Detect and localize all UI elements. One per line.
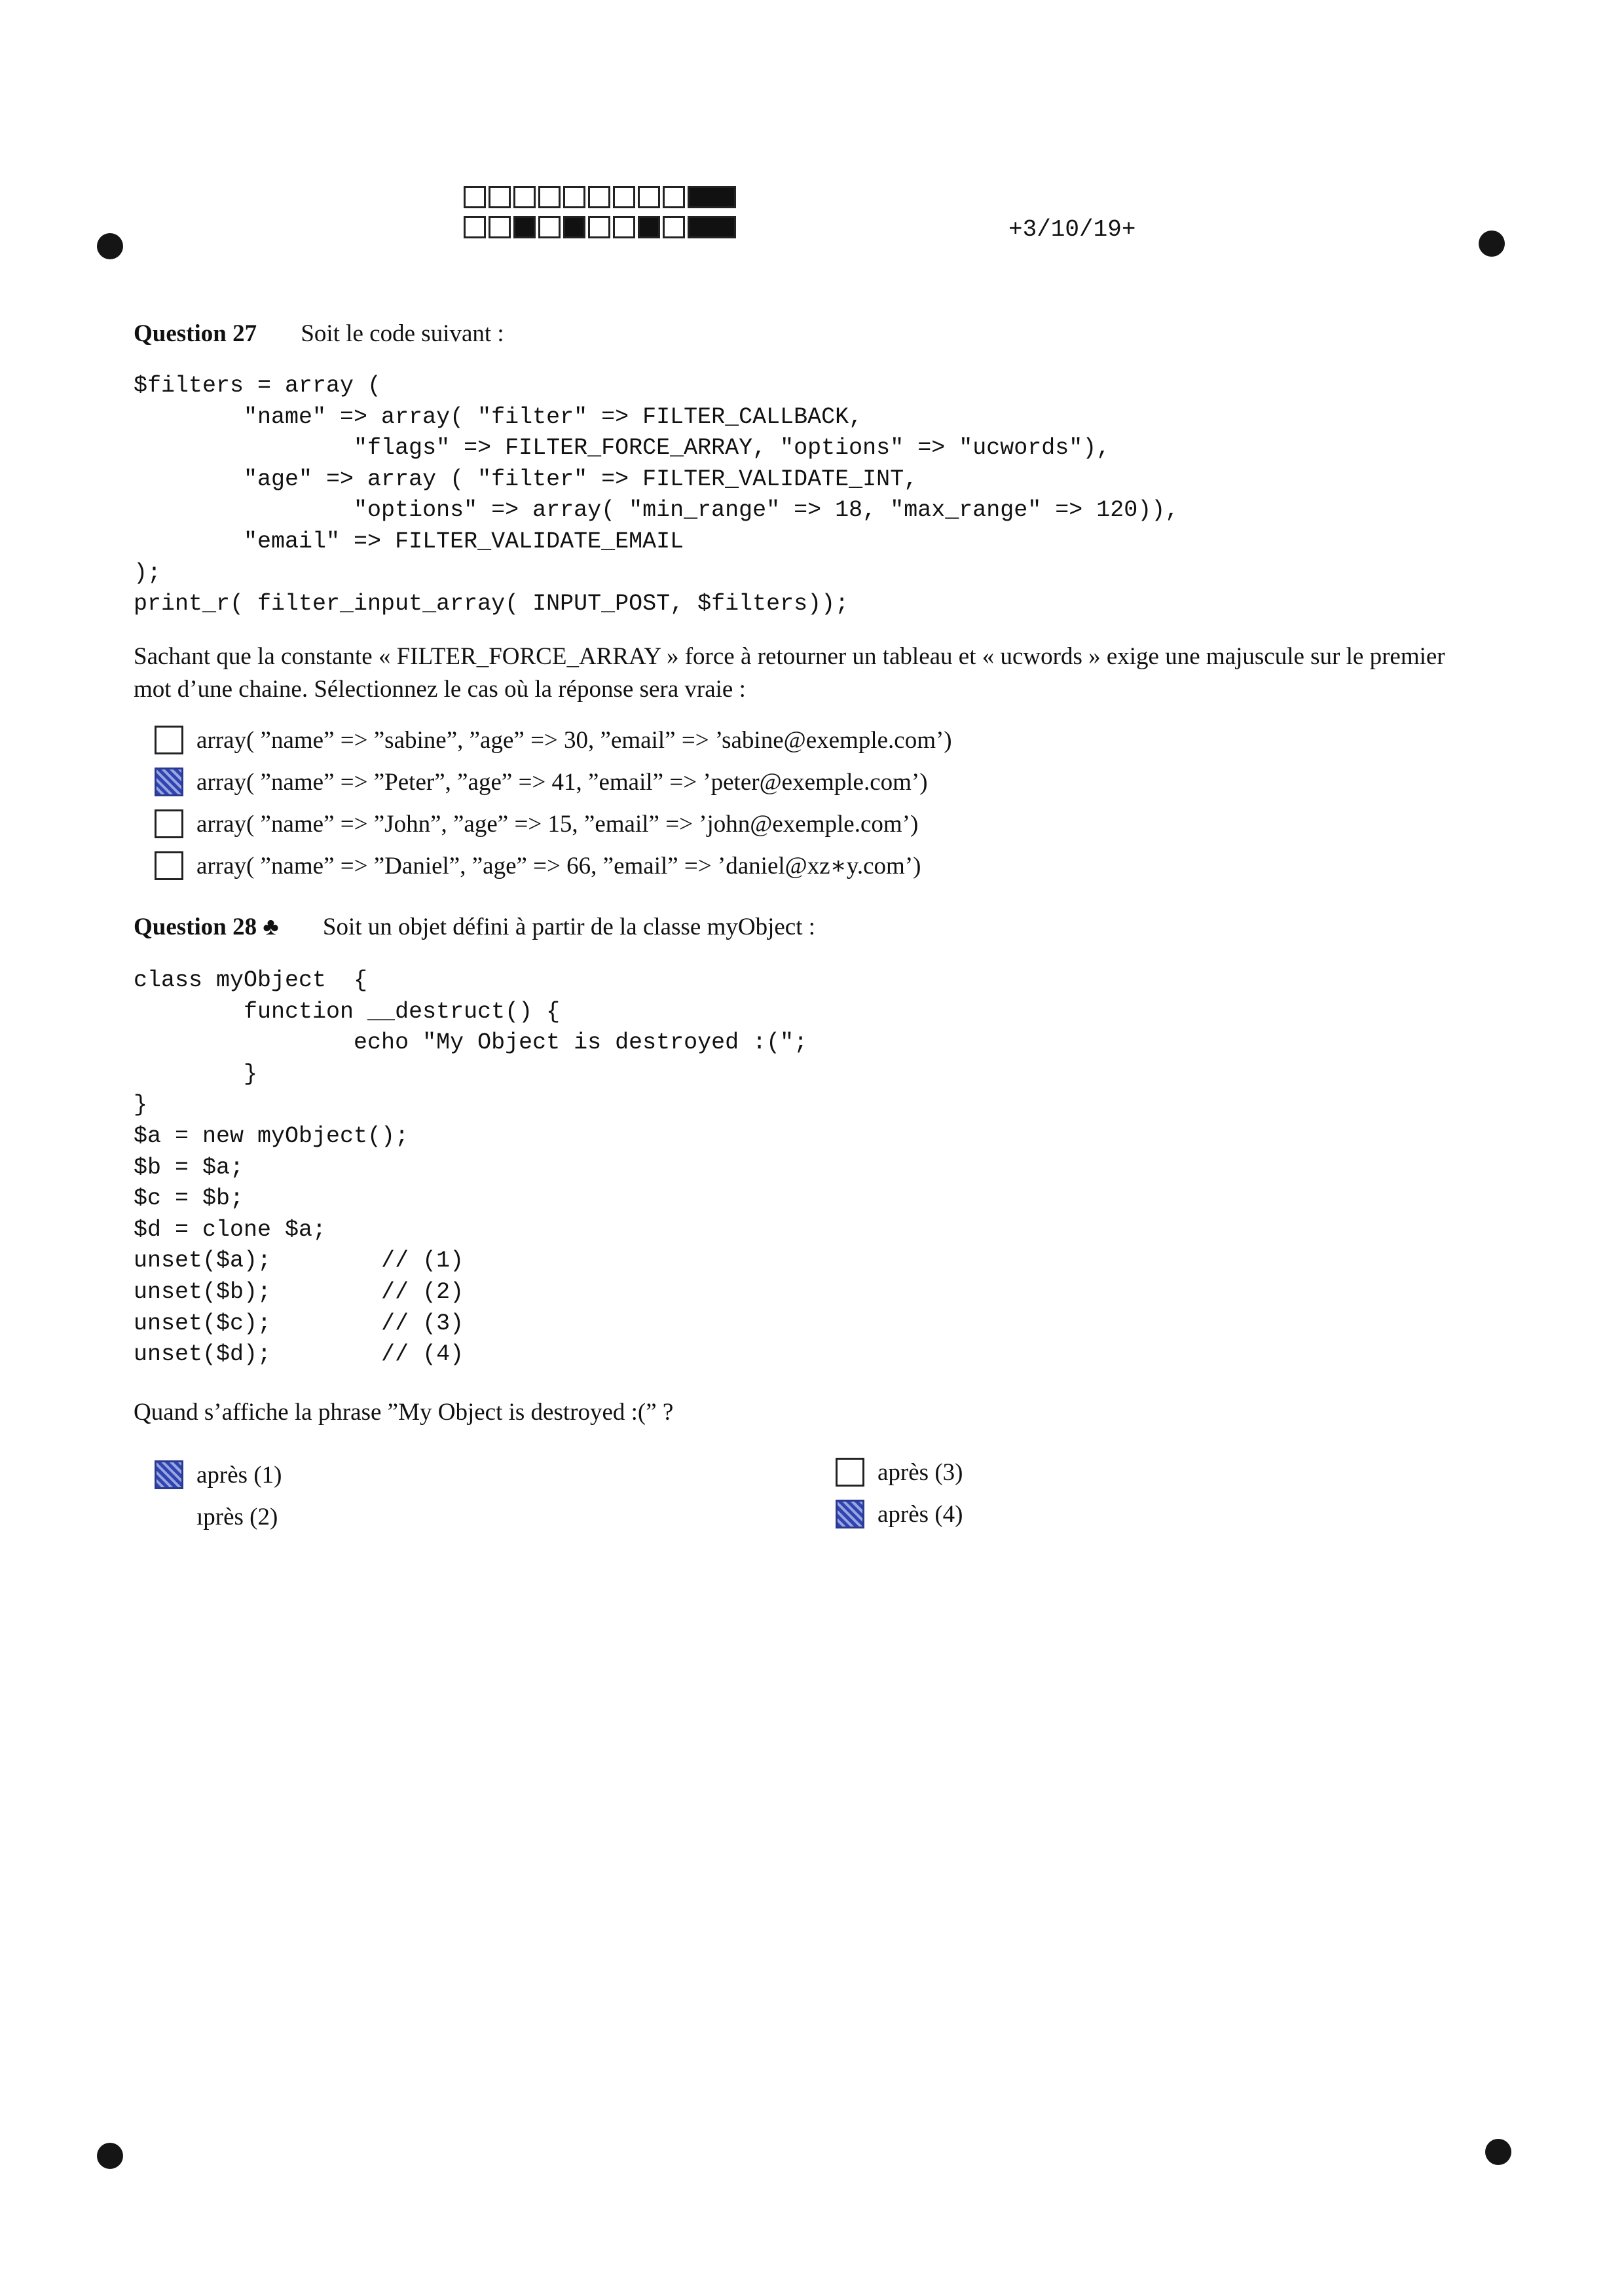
question-27-description: Sachant que la constante « FILTER_FORCE_ARRAY » force à retourner un tableau et « ucwords » exige une majuscule sur le premier mot d’une chaine. Sélectionnez le cas où la réponse sera vraie : xyxy=(134,643,1445,703)
id-box xyxy=(588,186,610,208)
id-box xyxy=(489,216,511,238)
id-box-filled xyxy=(563,216,585,238)
checkbox[interactable] xyxy=(155,851,183,880)
id-box-filled xyxy=(688,186,736,208)
question-27-option-1[interactable] xyxy=(155,726,952,754)
registration-mark-bottom-left xyxy=(97,2143,123,2169)
option-label: ıprès (2) xyxy=(196,1503,278,1530)
question-28-option-2[interactable] xyxy=(155,1502,278,1531)
question-28-option-4[interactable] xyxy=(836,1500,963,1528)
id-box xyxy=(638,186,660,208)
checkbox-checked[interactable] xyxy=(155,768,183,796)
question-27-header xyxy=(134,320,504,348)
option-label: après (3) xyxy=(877,1458,963,1486)
question-28-intro: Soit un objet défini à partir de la classe myObject : xyxy=(322,914,816,940)
question-27-code-block: $filters = array ( "name" => array( "filter" => FILTER_CALLBACK, "flags" => FILTER_FORCE_ARRAY, "options" => "ucwords"), "age" => array ( "filter" => FILTER_VALIDATE_INT, "options" => array( "min_range" => 18, "max_range" => 120)), "email" => FILTER_VALIDATE_EMAIL ); print_r( filter_input_array( INPUT_POST, $filters)); xyxy=(134,373,1179,618)
id-box xyxy=(613,186,635,208)
checkbox[interactable] xyxy=(155,809,183,838)
id-box xyxy=(663,186,685,208)
question-27-label: Question 27 xyxy=(134,320,257,347)
id-box xyxy=(464,186,486,208)
question-27-option-2[interactable] xyxy=(155,768,928,796)
question-28-option-1[interactable] xyxy=(155,1460,282,1489)
question-27-option-4[interactable] xyxy=(155,851,921,880)
option-label: après (1) xyxy=(196,1461,282,1489)
checkbox-checked[interactable] xyxy=(836,1500,864,1528)
id-box xyxy=(663,216,685,238)
registration-mark-top-left xyxy=(97,233,123,259)
registration-mark-bottom-right xyxy=(1485,2139,1511,2165)
question-27-option-3[interactable] xyxy=(155,809,918,838)
id-box xyxy=(538,186,561,208)
option-label: array( ”name” => ”Daniel”, ”age” => 66, ”email” => ’daniel@xz∗y.com’) xyxy=(196,853,921,880)
checkbox-erased[interactable] xyxy=(155,1502,183,1531)
id-box-filled xyxy=(513,216,536,238)
id-box xyxy=(538,216,561,238)
id-box-filled xyxy=(638,216,660,238)
id-box-filled xyxy=(688,216,736,238)
option-label: array( ”name” => ”Peter”, ”age” => 41, ”email” => ’peter@exemple.com’) xyxy=(196,768,928,796)
student-id-boxes-row-2 xyxy=(464,216,739,238)
question-28-code-block: class myObject { function __destruct() { echo "My Object is destroyed :("; } } $a = new myObject(); $b = $a; $c = $b; $d = clone $a; unset($a); // (1) unset($b); // (2) unset($c); // (3) unset($d); // (4) xyxy=(134,967,808,1368)
page-identifier: +3/10/19+ xyxy=(1008,216,1136,243)
question-28-label: Question 28 ♣ xyxy=(134,914,279,940)
option-label: après (4) xyxy=(877,1500,963,1528)
question-28-option-3[interactable] xyxy=(836,1458,963,1487)
option-label: array( ”name” => ”sabine”, ”age” => 30, ”email” => ’sabine@exemple.com’) xyxy=(196,726,952,754)
id-box xyxy=(588,216,610,238)
id-box xyxy=(563,186,585,208)
id-box xyxy=(513,186,536,208)
registration-mark-top-right xyxy=(1479,231,1505,257)
option-label: array( ”name” => ”John”, ”age” => 15, ”email” => ’john@exemple.com’) xyxy=(196,810,919,838)
checkbox-checked[interactable] xyxy=(155,1460,183,1489)
id-box xyxy=(613,216,635,238)
question-28-header xyxy=(134,913,815,941)
id-box xyxy=(489,186,511,208)
question-28-prompt: Quand s’affiche la phrase ”My Object is destroyed :(” ? xyxy=(134,1399,674,1426)
id-box xyxy=(464,216,486,238)
checkbox[interactable] xyxy=(836,1458,864,1487)
question-27-intro: Soit le code suivant : xyxy=(301,320,504,347)
student-id-boxes-row-1 xyxy=(464,186,739,208)
checkbox[interactable] xyxy=(155,726,183,754)
